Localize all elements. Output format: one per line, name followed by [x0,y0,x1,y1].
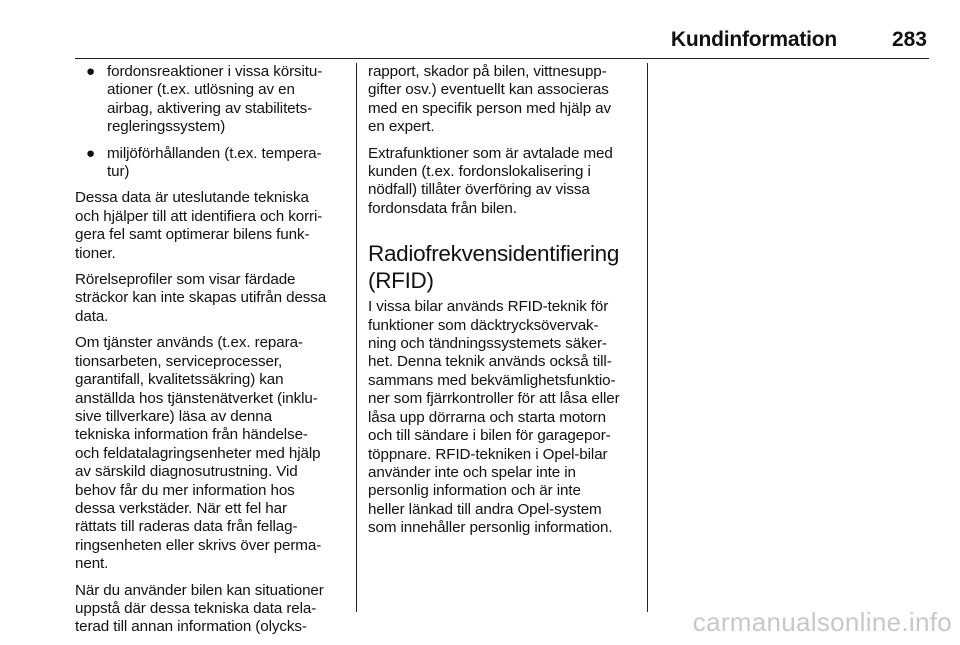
text-line: tekniska information från händelse- [75,426,308,444]
text-line: Om tjänster används (t.ex. repara- [75,334,303,352]
text-line: gera fel samt optimerar bilens funk- [75,226,310,244]
page-header [75,22,929,52]
text-line: ner som fjärrkontroller för att låsa eller [368,390,620,408]
text-line: ning och tändningssystemets säker- [368,335,607,353]
text-line: tionsarbeten, serviceprocesser, [75,352,283,370]
text-line: sive tillverkare) läsa av denna [75,407,272,425]
text-line: tioner. [75,244,116,262]
paragraph [75,334,350,573]
bullet-dot-icon: ● [86,63,96,80]
paragraph [368,298,633,537]
text-column-right [368,63,633,546]
text-line: töppnare. RFID-tekniken i Opel-bilar [368,445,608,463]
text-line: När du använder bilen kan situationer [75,581,324,599]
text-line: med en specifik person med hjälp av [368,99,612,117]
bullet-item [75,63,350,137]
heading-line: (RFID) [368,268,434,294]
text-line: nödfall) tillåter överföring av vissa [368,181,590,199]
text-line: fordonsdata från bilen. [368,199,517,217]
text-line: dessa verkstäder. När ett fel har [75,499,287,517]
text-line: heller länkad till andra Opel-system [368,500,602,518]
text-line: fordonsreaktioner i vissa körsitu- [107,63,323,80]
text-line: av särskild diagnosutrustning. Vid [75,463,298,481]
text-line: och feldatalagringsenheter med hjälp [75,444,321,462]
text-line: kunden (t.ex. fordonslokalisering i [368,163,591,181]
text-line: behov får du mer information hos [75,481,295,499]
text-line: rättats till raderas data från fellag- [75,518,298,536]
text-line: och till sändare i bilen för garagepor- [368,427,611,445]
heading-line: Radiofrekvensidentifiering [368,241,620,267]
bullet-dot-icon: ● [86,144,96,162]
page-number: 283 [891,28,927,51]
text-line: regleringssystem) [107,118,226,136]
text-line: terad till annan information (olycks- [75,618,307,636]
paragraph [75,189,350,263]
page-title: Kundinformation [670,28,837,51]
paragraph [75,582,350,637]
text-line: som innehåller personlig information. [368,519,613,537]
text-line: airbag, aktivering av stabilitets- [107,99,313,117]
text-line: och hjälper till att identifiera och korri- [75,207,323,225]
section-heading [368,240,633,294]
paragraph [75,271,350,326]
text-line: personlig information och är inte [368,482,581,500]
text-line: miljöförhållanden (t.ex. tempera- [107,144,322,162]
text-line: het. Denna teknik används också till- [368,353,612,371]
text-line: nent. [75,555,109,573]
text-line: sträckor kan inte skapas utifrån dessa [75,289,327,307]
watermark: carmanualsonline.info [692,607,952,637]
text-line: en expert. [368,118,435,136]
text-line: använder inte och spelar inte in [368,463,576,481]
text-line: gifter osv.) eventuellt kan associeras [368,81,609,99]
text-line: Dessa data är uteslutande tekniska [75,189,309,207]
text-column-left [75,63,350,645]
text-line: uppstå där dessa tekniska data rela- [75,599,317,617]
text-line: tur) [107,163,130,181]
text-line: ationer (t.ex. utlösning av en [107,81,295,99]
column-divider [356,63,357,612]
paragraph [368,145,633,219]
text-line: funktioner som däcktrycksövervak- [368,316,599,334]
text-line: låsa upp dörrarna och starta motorn [368,408,606,426]
text-line: Rörelseprofiler som visar färdade [75,271,296,289]
paragraph [368,63,633,137]
text-line: garantifall, kvalitetssäkring) kan [75,371,284,389]
text-line: data. [75,307,109,325]
text-line: anställda hos tjänstenätverket (inklu- [75,389,318,407]
bullet-item [75,145,350,182]
text-line: I vissa bilar används RFID-teknik för [368,298,609,316]
text-line: sammans med bekvämlighetsfunktio- [368,371,616,389]
header-divider [75,58,929,59]
text-line: Extrafunktioner som är avtalade med [368,144,613,162]
column-divider [647,63,648,612]
text-line: ringsenheten eller skrivs över perma- [75,536,322,554]
text-line: rapport, skador på bilen, vittnesupp- [368,63,607,80]
